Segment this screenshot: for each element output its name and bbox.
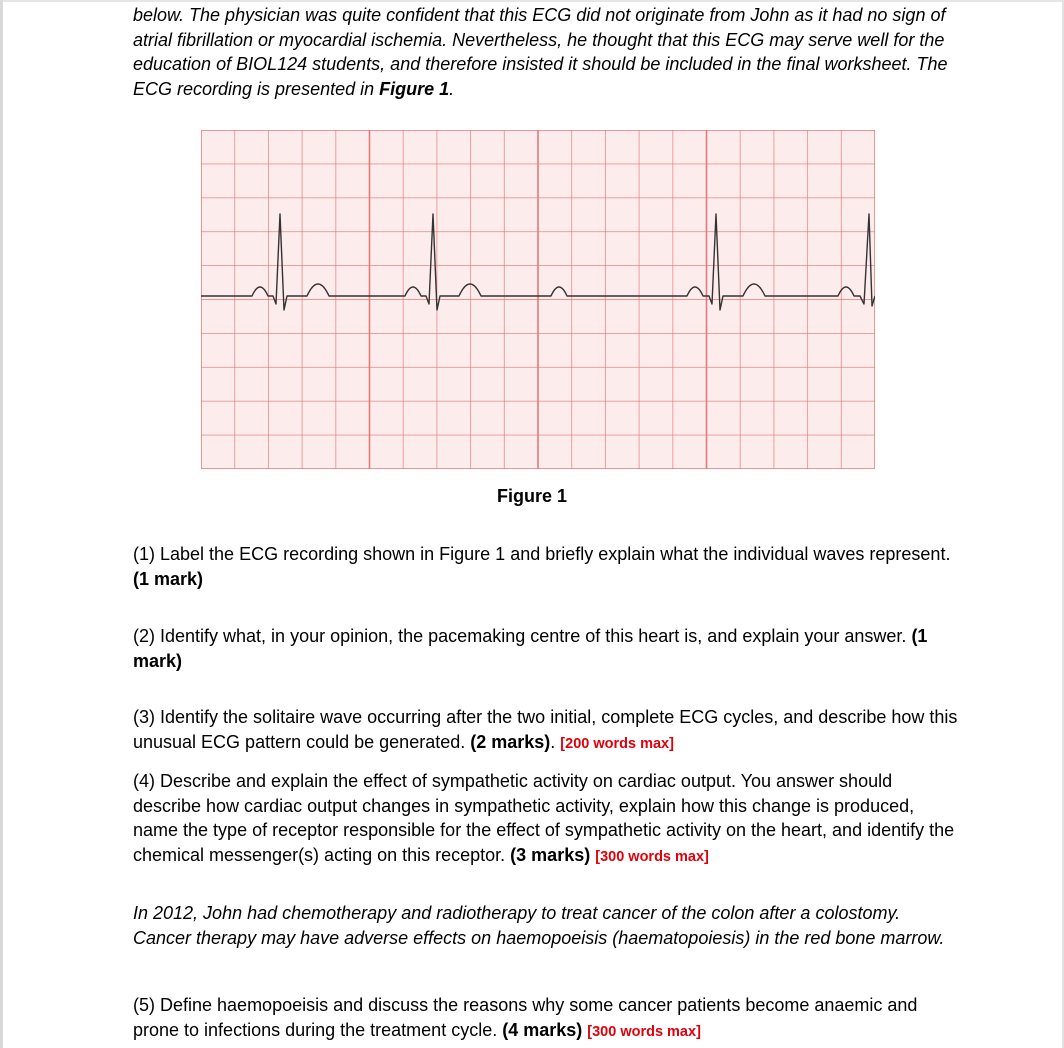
figure-reference: Figure 1 [379, 78, 450, 99]
question-4-marks: (3 marks) [510, 844, 591, 865]
question-1-marks: (1 mark) [133, 568, 204, 589]
question-3-separator: . [550, 731, 561, 752]
question-3-text: (3) Identify the solitaire wave occurring after the two initial, complete ECG cycles, and describe how this unusual ECG pattern could be generated. [133, 707, 958, 752]
intro-paragraph [133, 3, 963, 101]
page-top-border [0, 0, 1064, 2]
intro-text: below. The physician was quite confident that this ECG did not originate from John as it had no sign of atrial fibrillation or myocardial ischemia. Nevertheless, he thought that this ECG may serve well for the education of BIOL124 students, and therefore insisted it should be included in the final worksheet. The ECG recording is presented in [133, 5, 948, 99]
question-3-word-limit: [200 words max] [560, 735, 674, 752]
question-3 [133, 705, 963, 756]
question-2-marks: (1 mark) [133, 626, 928, 671]
ecg-figure [201, 130, 875, 469]
question-5-text: (5) Define haemopoeisis and discuss the reasons why some cancer patients become anaemic and prone to infections during the treatment cycle. [133, 995, 918, 1040]
question-3-marks: (2 marks) [470, 731, 551, 752]
intro-end: . [449, 78, 455, 99]
page-left-border [0, 0, 3, 1048]
question-5 [133, 993, 963, 1044]
question-1 [133, 542, 963, 591]
question-4-word-limit: [300 words max] [595, 848, 709, 865]
question-5-word-limit: [300 words max] [587, 1023, 701, 1040]
question-4 [133, 769, 963, 869]
question-2-text: (2) Identify what, in your opinion, the pacemaking centre of this heart is, and explain your answer. [133, 626, 912, 646]
question-5-marks: (4 marks) [502, 1019, 583, 1040]
context-paragraph: In 2012, John had chemotherapy and radiotherapy to treat cancer of the colon after a colostomy. Cancer therapy may have adverse effects on haemopoeisis (haematopoiesis) in the red bone marrow. [133, 903, 945, 948]
question-1-text: (1) Label the ECG recording shown in Figure 1 and briefly explain what the individual waves represent. [133, 544, 951, 564]
question-4-text: (4) Describe and explain the effect of sympathetic activity on cardiac output. You answer should describe how cardiac output changes in sympathetic activity, explain how this change is produced, name the type of receptor responsible for the effect of sympathetic activity on the heart, and identify the chemical messenger(s) acting on this receptor. [133, 771, 955, 865]
figure-caption: Figure 1 [496, 486, 567, 506]
question-2 [133, 624, 963, 673]
